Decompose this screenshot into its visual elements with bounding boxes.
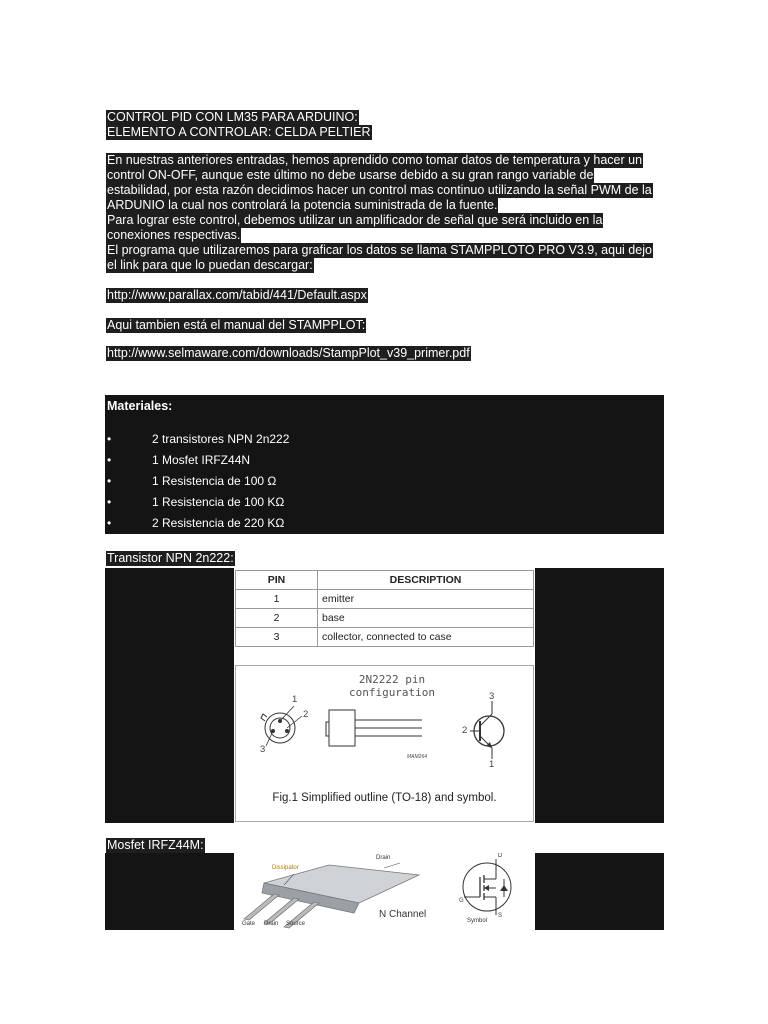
dark-panel: [535, 568, 664, 823]
materials-heading: Materiales:: [107, 399, 173, 413]
drain-top-label: Drain: [376, 855, 391, 861]
intro-line: En nuestras anteriores entradas, hemos aprendido como tomar datos de temperatura y hacer un: [107, 153, 643, 167]
pin-configuration-diagram: [235, 665, 534, 822]
dark-panel: [105, 568, 234, 823]
manual-text: Aqui tambien está el manual del STAMPPLOT:: [107, 318, 366, 332]
description-cell: base: [318, 609, 534, 628]
description-cell: emitter: [318, 590, 534, 609]
source-label: Source: [286, 921, 306, 927]
transistor-figure: [234, 568, 535, 823]
bullet: •: [107, 516, 112, 530]
dissipator-label: Dissipator: [272, 865, 299, 871]
gate-label: Gate: [242, 921, 256, 927]
pin-table: [235, 570, 534, 647]
intro-line: ARDUNIO la cual nos controlará la potencia suministrada de la fuente.: [107, 198, 498, 212]
material-text: 1 Mosfet IRFZ44N: [152, 453, 251, 467]
g-label: G: [459, 898, 464, 904]
intro-line: El programa que utilizaremos para graficar los datos se llama STAMPPLOTO PRO V3.9, aqui dejo: [107, 243, 652, 257]
dark-panel: [105, 853, 234, 930]
description-cell: collector, connected to case: [318, 628, 534, 647]
d-label: D: [498, 853, 503, 859]
title-line-2: ELEMENTO A CONTROLAR: CELDA PELTIER: [107, 125, 371, 139]
intro-paragraph: [106, 153, 656, 273]
symbol-label: Symbol: [467, 918, 488, 924]
drain-label: Drain: [264, 921, 279, 927]
materials-section: [105, 395, 664, 534]
bullet: •: [107, 432, 112, 446]
parallax-link[interactable]: http://www.parallax.com/tabid/441/Default.aspx: [107, 288, 367, 302]
intro-line: control ON-OFF, aunque este último no debe usarse debido a su gran rango variable de: [107, 168, 594, 182]
pin-header: PIN: [236, 571, 318, 590]
symbol-pin-label: 2: [462, 725, 468, 736]
intro-line: conexiones respectivas.: [107, 228, 241, 242]
bullet: •: [107, 453, 112, 467]
bullet: •: [107, 495, 112, 509]
pin-cell: 3: [236, 628, 318, 647]
table-row: [236, 590, 534, 609]
mosfet-caption: Mosfet IRFZ44M:: [107, 838, 204, 852]
pin-label: 1: [292, 694, 298, 705]
material-text: 1 Resistencia de 100 Ω: [152, 474, 277, 488]
symbol-pin-label: 3: [489, 691, 495, 702]
page-title: [106, 110, 656, 140]
intro-line: el link para que lo puedan descargar:: [107, 258, 313, 272]
dark-panel: [535, 853, 664, 930]
symbol-pin-label: 1: [489, 759, 495, 770]
pin-label: 3: [260, 744, 266, 755]
figure-caption: Fig.1 Simplified outline (TO-18) and symbol.: [272, 792, 497, 804]
s-label: S: [498, 913, 503, 919]
table-row: [236, 609, 534, 628]
pin-cell: 2: [236, 609, 318, 628]
description-header: DESCRIPTION: [318, 571, 534, 590]
bullet: •: [107, 474, 112, 488]
diagram-title-line-2: configuration: [348, 686, 436, 699]
material-text: 1 Resistencia de 100 KΩ: [152, 495, 285, 509]
title-line-1: CONTROL PID CON LM35 PARA ARDUINO:: [107, 110, 358, 124]
drawing-code: MAM264: [407, 754, 428, 760]
diagram-title-line-1: 2N2222 pin: [358, 673, 426, 686]
transistor-caption: Transistor NPN 2n222:: [107, 551, 234, 565]
table-row: [236, 628, 534, 647]
pin-cell: 1: [236, 590, 318, 609]
channel-label: N Channel: [379, 909, 427, 920]
material-text: 2 Resistencia de 220 KΩ: [152, 516, 285, 530]
mosfet-figure: [234, 853, 535, 930]
intro-line: estabilidad, por esta razón decidimos hacer un control mas continuo utilizando la señal PWM de la: [107, 183, 652, 197]
material-text: 2 transistores NPN 2n222: [152, 432, 290, 446]
intro-line: Para lograr este control, debemos utilizar un amplificador de señal que será incluido en la: [107, 213, 603, 227]
stampplot-manual-link[interactable]: http://www.selmaware.com/downloads/StampPlot_v39_primer.pdf: [107, 346, 470, 360]
pin-label: 2: [303, 709, 309, 720]
